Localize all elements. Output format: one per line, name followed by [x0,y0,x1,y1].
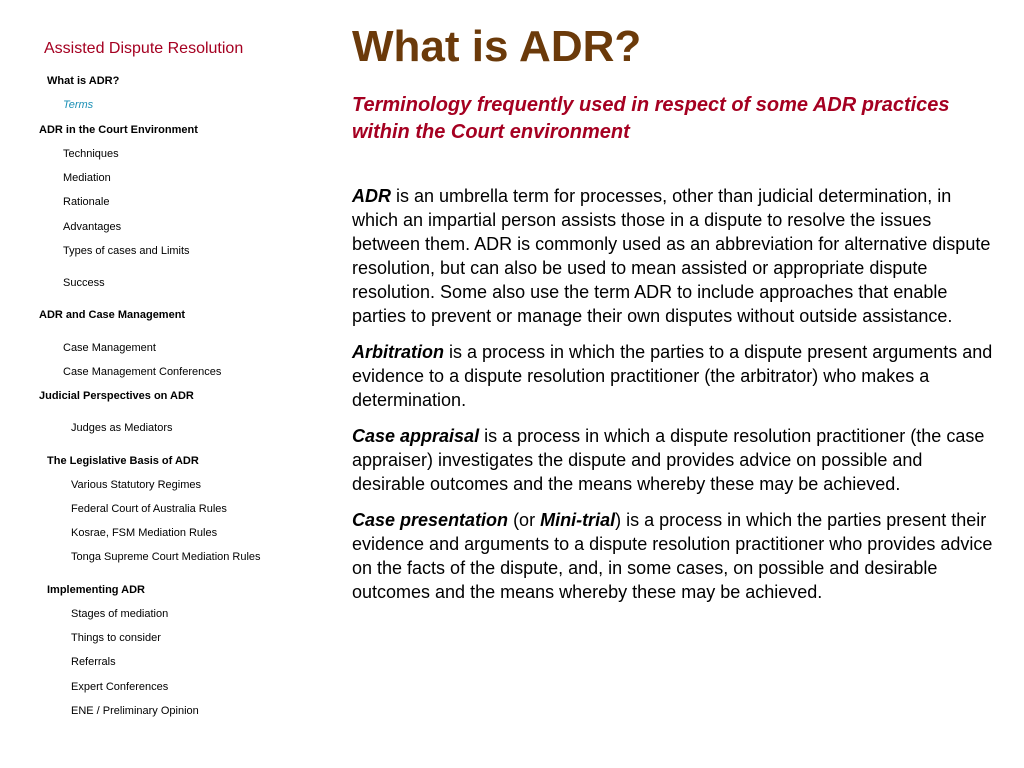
nav-item-ene-preliminary-opinion[interactable]: ENE / Preliminary Opinion [71,705,199,717]
nav-item-things-to-consider[interactable]: Things to consider [71,632,161,644]
definition-text-arbitration: is a process in which the parties to a dispute present arguments and evidence to a dispute resolution practitioner (the arbitrator) who makes a determination. [352,342,993,410]
nav-item-judicial-perspectives[interactable]: Judicial Perspectives on ADR [39,390,194,402]
definition-text-case-presentation-b: ) is a process in which the parties present their evidence and arguments to a dispute resolution practitioner who provides advice on the facts of the dispute, and, in some cases, on possible and desirable outcomes and the means whereby these may be achieved. [352,510,993,602]
nav-item-techniques[interactable]: Techniques [63,148,119,160]
nav-item-referrals[interactable]: Referrals [71,656,116,668]
definition-case-appraisal [352,424,997,496]
term-case-appraisal: Case appraisal [352,426,480,446]
nav-item-stages-of-mediation[interactable]: Stages of mediation [71,608,169,620]
page-subtitle: Terminology frequently used in respect of some ADR practices within the Court environment [352,94,950,143]
definition-case-presentation [352,508,997,604]
nav-item-terms[interactable]: Terms [63,99,94,111]
term-mini-trial: Mini-trial [540,510,616,530]
nav-item-kosrae-rules[interactable]: Kosrae, FSM Mediation Rules [71,527,218,539]
nav-item-types-of-cases[interactable]: Types of cases and Limits [63,245,190,257]
nav-item-adr-case-management[interactable]: ADR and Case Management [39,309,186,321]
term-case-presentation: Case presentation [352,510,509,530]
nav-item-rationale[interactable]: Rationale [63,196,110,208]
nav-item-what-is-adr[interactable]: What is ADR? [47,75,120,87]
nav-item-case-management[interactable]: Case Management [63,342,156,354]
nav-item-tonga-rules[interactable]: Tonga Supreme Court Mediation Rules [71,551,261,563]
nav-item-case-management-conferences[interactable]: Case Management Conferences [63,366,222,378]
term-arbitration: Arbitration [352,342,444,362]
nav-item-mediation[interactable]: Mediation [63,172,111,184]
definition-arbitration [352,340,997,412]
nav-item-expert-conferences[interactable]: Expert Conferences [71,681,169,693]
page-title: What is ADR? [352,22,642,71]
sidebar-title: Assisted Dispute Resolution [44,40,244,57]
definition-text-case-appraisal: is a process in which a dispute resolution practitioner (the case appraiser) investigates the dispute and provides advice on possible and desirable outcomes and the means whereby these may be achieved. [352,426,985,494]
nav-item-judges-as-mediators[interactable]: Judges as Mediators [71,422,173,434]
nav-item-adr-in-court[interactable]: ADR in the Court Environment [39,124,198,136]
term-adr: ADR [352,186,391,206]
nav-item-federal-court-rules[interactable]: Federal Court of Australia Rules [71,503,227,515]
definition-adr [352,184,997,328]
definitions-body [352,184,997,616]
nav-item-success[interactable]: Success [63,277,105,289]
nav-item-advantages[interactable]: Advantages [63,221,122,233]
sidebar-nav [0,0,330,768]
nav-item-legislative-basis[interactable]: The Legislative Basis of ADR [47,455,199,467]
definition-text-adr: is an umbrella term for processes, other than judicial determination, in which an impartial person assists those in a dispute to resolve the issues between them. ADR is commonly used as an abbreviation for alternative dispute resolution, but can also be used to mean assisted or appropriate dispute resolution. Some also use the term ADR to include approaches that enable parties to prevent or manage their own disputes without outside assistance. [352,186,991,326]
nav-item-implementing-adr[interactable]: Implementing ADR [47,584,145,596]
nav-item-statutory-regimes[interactable]: Various Statutory Regimes [71,479,202,491]
definition-text-case-presentation-a: (or [508,510,541,530]
